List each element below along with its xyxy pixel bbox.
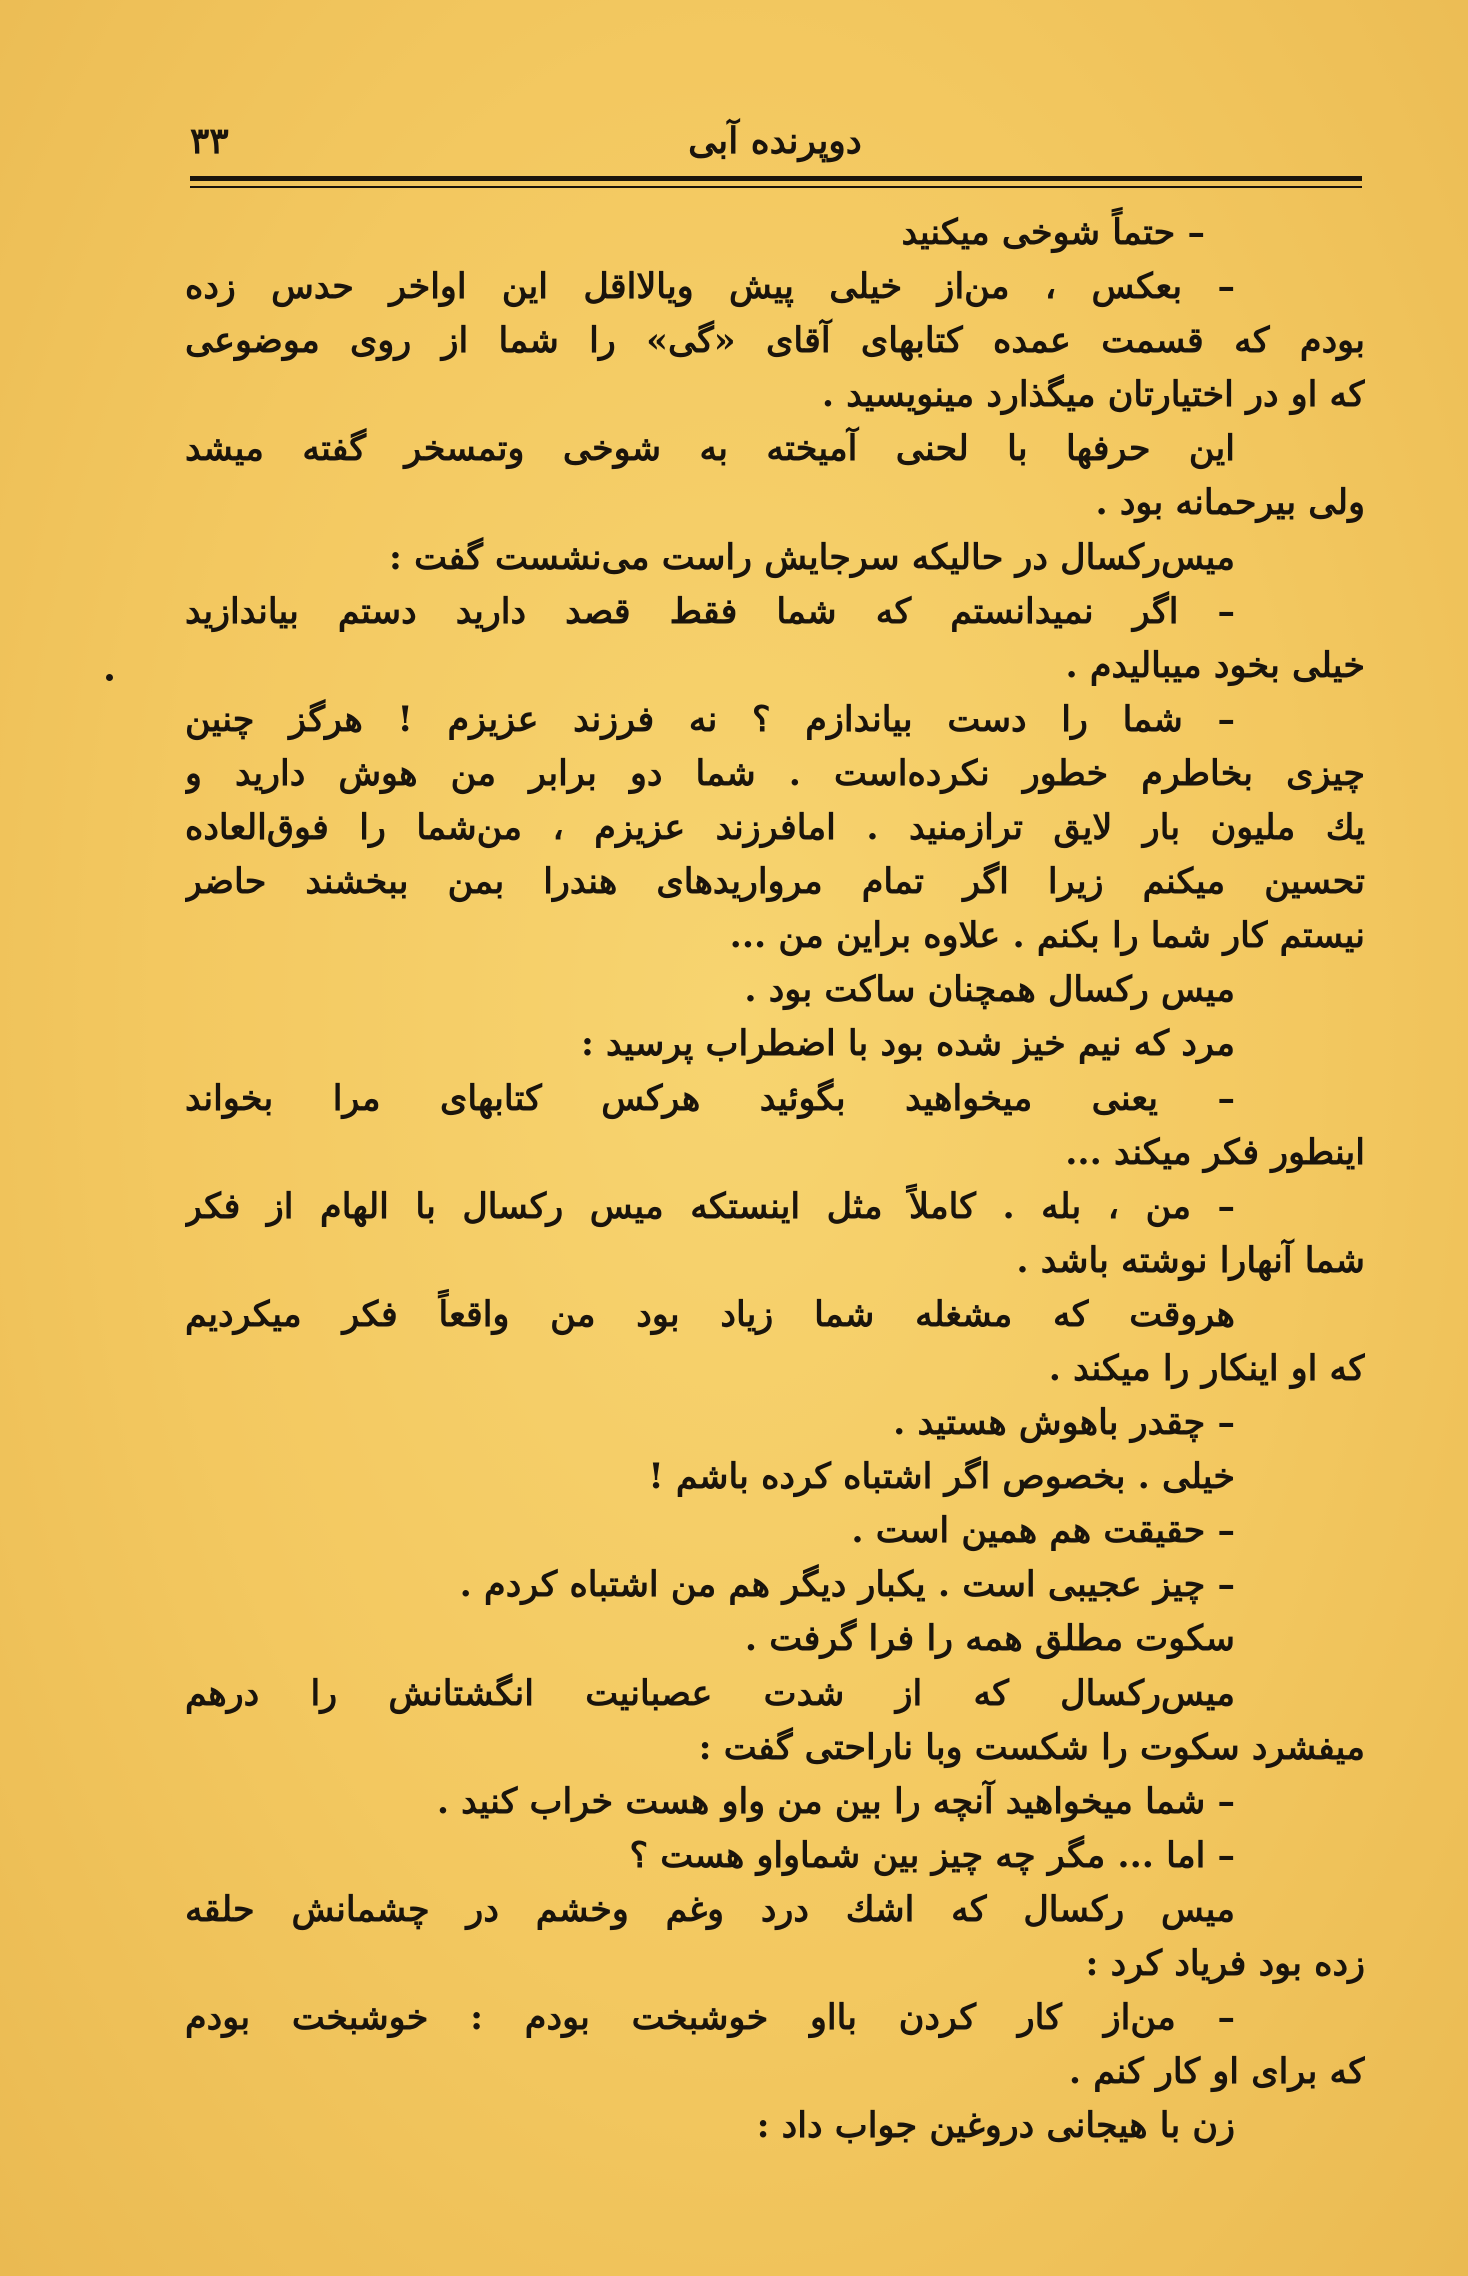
text-line: – من ، بله . کاملاً مثل اینستکه میس رکسال با الهام از فکر (185, 1185, 1235, 1227)
text-line: خیلی . بخصوص اگر اشتباه کرده باشم ! (648, 1456, 1235, 1498)
running-title: دوپرنده آبی (688, 120, 862, 162)
header-rule-thick (190, 176, 1362, 181)
text-line: میفشرد سکوت را شکست وبا ناراحتی گفت : (698, 1726, 1365, 1768)
text-line: – چقدر باهوش هستید . (893, 1402, 1235, 1444)
text-line: خیلی بخود میبالیدم . (1065, 644, 1365, 686)
text-line: میس‌رکسال در حالیکه سرجایش راست می‌نشست گفت : (389, 536, 1235, 578)
margin-ink-dot (106, 674, 113, 681)
text-line: – من‌از کار کردن بااو خوشبخت بودم : خوشبخت بودم (185, 1997, 1235, 2039)
text-line: ولی بیرحمانه بود . (1095, 482, 1365, 524)
text-line: که او اینکار را میکند . (1048, 1347, 1365, 1389)
text-line: سکوت مطلق همه را فرا گرفت . (744, 1618, 1235, 1660)
text-line: – اما ... مگر چه چیز بین شماواو هست ؟ (629, 1834, 1235, 1876)
page-body (185, 206, 1365, 2153)
text-line: مرد که نیم خیز شده بود با اضطراب پرسید : (580, 1023, 1235, 1065)
text-line: – چیز عجیبی است . یکبار دیگر هم من اشتباه کردم . (459, 1564, 1235, 1606)
text-line: میس رکسال همچنان ساکت بود . (744, 969, 1235, 1011)
text-line: زده بود فریاد کرد : (1085, 1943, 1365, 1984)
text-line: تحسین میکنم زیرا اگر تمام مرواریدهای هندرا بمن ببخشند حاضر (185, 861, 1365, 903)
text-line: نیستم کار شما را بکنم . علاوه براین من ... (729, 915, 1365, 957)
text-line: این حرفها با لحنی آمیخته به شوخی وتمسخر گفته میشد (185, 428, 1235, 470)
text-line: هروقت که مشغله شما زیاد بود من واقعاً فکر میکردیم (185, 1293, 1235, 1335)
text-line: بودم که قسمت عمده کتابهای آقای «گی» را شما از روی موضوعی (185, 320, 1365, 362)
text-line: – بعکس ، من‌از خیلی پیش ویالااقل این اواخر حدس زده (185, 266, 1235, 308)
text-line: یك ملیون بار لایق ترازمنید . امافرزند عزیزم ، من‌شما را فوق‌العاده (185, 807, 1365, 849)
text-line: – حقیقت هم همین است . (851, 1510, 1235, 1552)
text-line: – شما را دست بیاندازم ؟ نه فرزند عزیزم ! هرگز چنین (185, 698, 1235, 740)
text-line: زن با هیجانی دروغین جواب داد : (756, 2105, 1235, 2147)
text-line: که برای او کار کنم . (1068, 2051, 1365, 2093)
text-line: اینطور فکر میکند ... (1065, 1131, 1365, 1173)
text-line: شما آنهارا نوشته باشد . (1016, 1239, 1365, 1281)
text-line: که او در اختیارتان میگذارد مینویسید . (821, 374, 1365, 416)
page-number: ۳۳ (190, 120, 229, 162)
text-line: – شما میخواهید آنچه را بین من واو هست خراب کنید . (436, 1780, 1235, 1822)
text-line: – حتماً شوخی میکنید (901, 212, 1205, 253)
page-header (190, 112, 1360, 172)
text-line: چیزی بخاطرم خطور نکرده‌است . شما دو برابر من هوش دارید و (185, 752, 1365, 794)
header-rule-thin (190, 186, 1362, 188)
text-line: میس‌رکسال که از شدت عصبانیت انگشتانش را درهم (185, 1672, 1235, 1714)
text-line: – یعنی میخواهید بگوئید هرکس کتابهای مرا بخواند (185, 1077, 1235, 1119)
text-line: میس رکسال که اشك درد وغم وخشم در چشمانش حلقه (185, 1888, 1235, 1930)
text-line: – اگر نمیدانستم که شما فقط قصد دارید دستم بیاندازید (185, 590, 1235, 632)
